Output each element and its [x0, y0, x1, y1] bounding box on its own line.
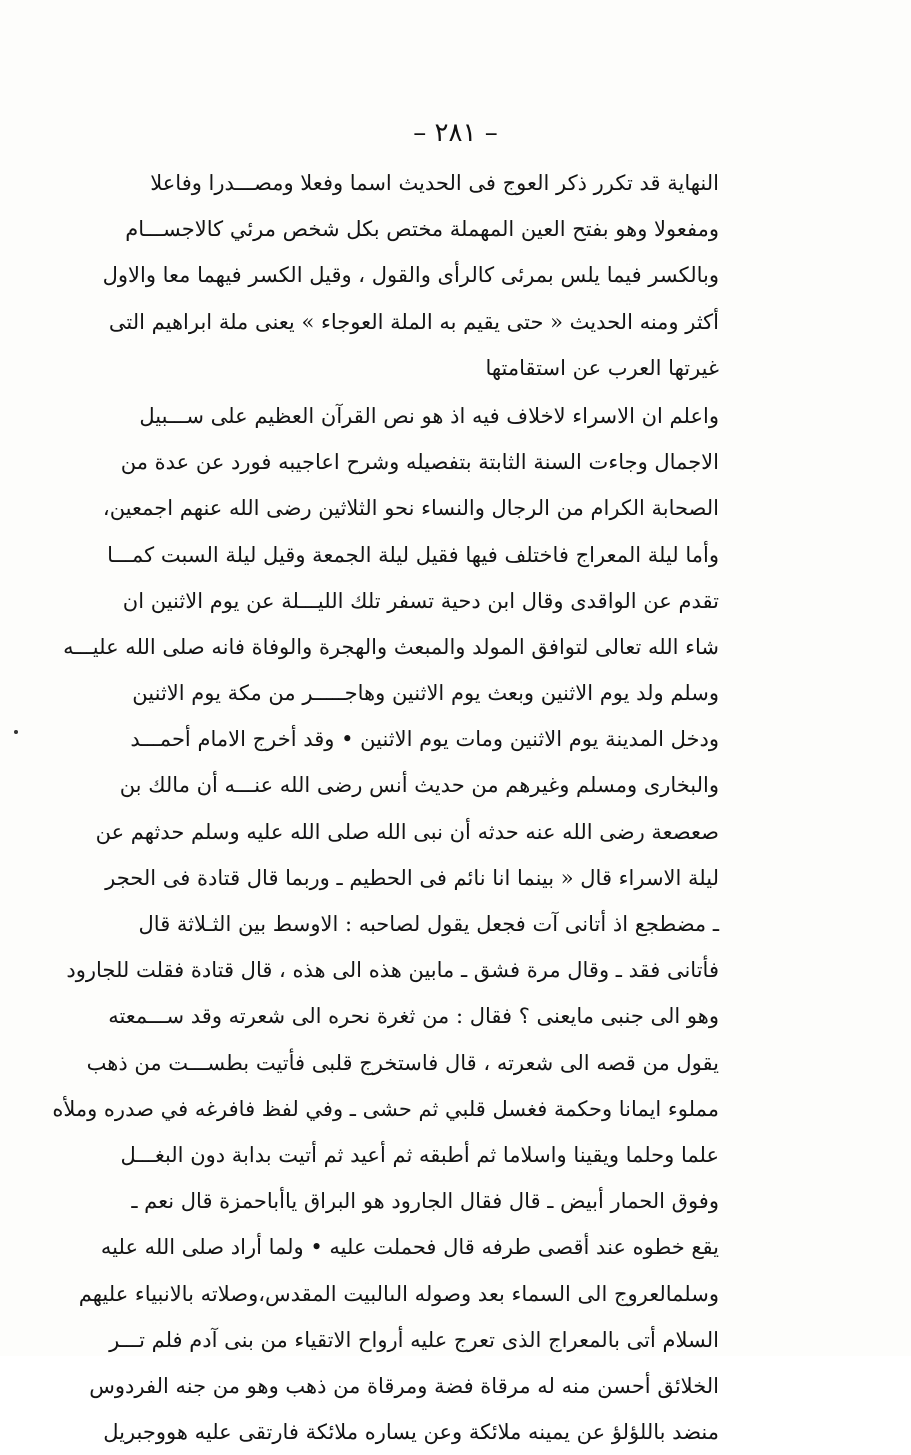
- text-line: ودخل المدينة يوم الاثنين ومات يوم الاثنين • وقد أخرج الامام أحمـــد: [130, 727, 719, 752]
- text-line: واعلم ان الاسراء لاخلاف فيه اذ هو نص القرآن العظيم على ســـبيل: [139, 403, 719, 428]
- scan-speck: [14, 730, 18, 734]
- text-line: وفوق الحمار أبيض ـ قال فقال الجارود هو البراق ياأباحمزة قال نعم ـ: [131, 1189, 719, 1214]
- text-line: أكثر ومنه الحديث « حتى يقيم به الملة العوجاء » يعنى ملة ابراهيم التى: [108, 309, 719, 334]
- text-line: علما وحلما ويقينا واسلاما ثم أطبقه ثم أعيد ثم أتيت بدابة دون البغـــل: [120, 1142, 719, 1167]
- paragraph-1: [102, 160, 719, 391]
- text-line: فأتانى فقد ـ وقال مرة فشق ـ مابين هذه الى هذه ، قال قتادة فقلت للجارود: [66, 958, 719, 983]
- text-line: تقدم عن الواقدى وقال ابن دحية تسفر تلك الليـــلة عن يوم الاثنين ان: [122, 588, 719, 613]
- text-line: يقول من قصه الى شعرته ، قال فاستخرج قلبى فأتيت بطســـت من ذهب: [86, 1050, 719, 1075]
- text-line: وسلم ولد يوم الاثنين وبعث يوم الاثنين وهاجـــــر من مكة يوم الاثنين: [132, 681, 719, 706]
- text-line: الاجمال وجاءت السنة الثابتة بتفصيله وشرح اعاجيبه فورد عن عدة من: [120, 450, 719, 475]
- text-line: وبالكسر فيما يلس بمرئى كالرأى والقول ، وقيل الكسر فيهما معا والاول: [102, 263, 719, 288]
- text-line: شاء الله تعالى لتوافق المولد والمبعث والهجرة والوفاة فانه صلى الله عليـــه: [63, 634, 719, 659]
- text-line: يقع خطوه عند أقصى طرفه قال فحملت عليه • ولما أراد صلى الله عليه: [100, 1235, 719, 1260]
- page-body-text: [52, 160, 719, 1455]
- text-line: الخلائق أحسن منه له مرقاة فضة ومرقاة من ذهب وهو من جنه الفردوس: [89, 1373, 719, 1398]
- text-line: ليلة الاسراء قال « بينما انا نائم فى الحطيم ـ وربما قال قتادة فى الحجر: [105, 865, 719, 890]
- text-line: ومفعولا وهو بفتح العين المهملة مختص بكل شخص مرئي كالاجســـام: [125, 217, 719, 242]
- text-line: الصحابة الكرام من الرجال والنساء نحو الثلاثين رضى الله عنهم اجمعين،: [102, 496, 719, 521]
- page-number: – ٢٨١ –: [413, 118, 498, 148]
- text-line: النهاية قد تكرر ذكر العوج فى الحديث اسما وفعلا ومصـــدرا وفاعلا: [150, 171, 719, 195]
- text-line: ـ مضطجع اذ أتانى آت فجعل يقول لصاحبه : الاوسط بين الثـلاثة قال: [138, 912, 719, 936]
- text-line: غيرتها العرب عن استقامتها: [485, 355, 719, 380]
- text-line: السلام أتى بالمعراج الذى تعرج عليه أرواح الاتقياء من بنى آدم فلم تـــر: [109, 1327, 719, 1352]
- text-line: صعصعة رضى الله عنه حدثه أن نبى الله صلى الله عليه وسلم حدثهم عن: [95, 819, 719, 844]
- text-line: وهو الى جنبى مايعنى ؟ فقال : من ثغرة نحره الى شعرته وقد ســـمعته: [108, 1004, 719, 1029]
- text-line: منضد باللؤلؤ عن يمينه ملائكة وعن يساره ملائكة فارتقى عليه هووجبريل: [103, 1420, 719, 1445]
- paragraph-2: [52, 393, 719, 1455]
- text-line: وسلمالعروج الى السماء بعد وصوله الىالبيت المقدس،وصلاته بالانبياء عليهم: [78, 1281, 719, 1306]
- text-line: مملوء ايمانا وحكمة فغسل قلبي ثم حشى ـ وفي لفظ فافرغه في صدره وملأه: [52, 1096, 719, 1121]
- text-line: والبخارى ومسلم وغيرهم من حديث أنس رضى الله عنـــه أن مالك بن: [119, 773, 719, 798]
- text-line: وأما ليلة المعراج فاختلف فيها فقيل ليلة الجمعة وقيل ليلة السبت كمـــا: [107, 542, 719, 567]
